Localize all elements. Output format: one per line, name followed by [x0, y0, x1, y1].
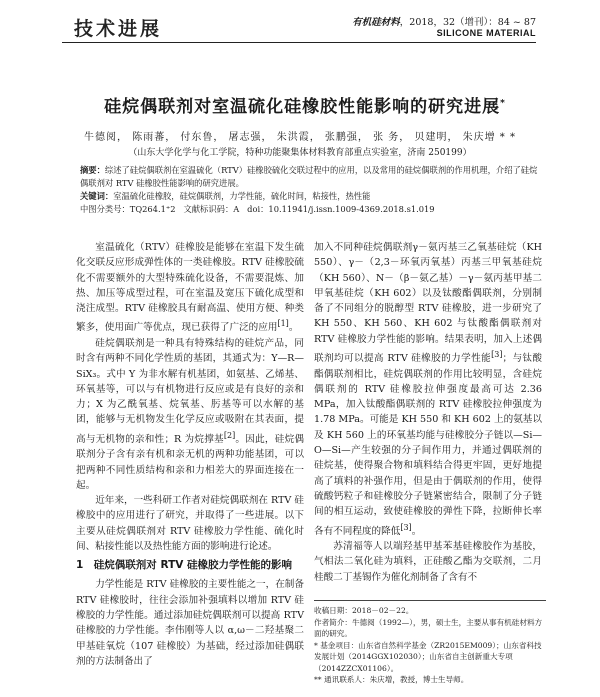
journal-english-name: SILICONE MATERIAL — [436, 28, 536, 38]
intro-text-2b: 。因此，硅烷偶联剂分子含有亲有机和亲无机的两种功能基团，可以把两种不同性质结构和亲和力相差大的界面连接在一起。 — [76, 433, 304, 491]
reference-4[interactable]: [3] — [400, 522, 412, 532]
title-text: 硅烷偶联剂对室温硫化硅橡胶性能影响的研究进展 — [104, 97, 501, 117]
footnotes — [314, 600, 546, 686]
article-title — [60, 92, 550, 117]
cont-text-1: 加入不同种硅烷偶联剂γ－氨丙基三乙氧基硅烷（KH 550）、γ－（2,3－环氧丙氧基）丙基三甲氧基硅烷（KH 560）、N－（β－氨乙基）－γ－氨丙基甲基二甲氧基硅烷（KH 602）以及钛酸酯偶联剂，分别制备了不同组分的脱醇型 RTV 硅橡胶，进一步研究了 KH 550、KH 560、KH 602 与钛酸酯偶联剂对 RTV 硅橡胶力学性能的影响。结果表明，加入上述偶联剂均可以提高 RTV 硅橡胶的力学性能 — [314, 242, 542, 365]
classification-line — [80, 203, 540, 216]
page-header — [62, 8, 536, 43]
footnote-received: 收稿日期：2018－02－22。 — [314, 606, 414, 615]
cont-text-1c: 。 — [411, 525, 422, 537]
right-column — [314, 240, 542, 585]
classification-code: 中图分类号：TQ264.1⁺2 — [80, 204, 176, 214]
journal-name: 有机硅材料 — [352, 17, 400, 28]
summary-text: 综述了硅烷偶联剂在室温硫化（RTV）硅橡胶硫化交联过程中的应用，以及常用的硅烷偶联剂的作用机理，介绍了硅烷偶联剂对 RTV 硅橡胶性能影响的研究进展。 — [80, 165, 538, 188]
abstract-keywords — [80, 190, 540, 203]
reference-1[interactable]: [1] — [277, 319, 289, 329]
intro-paragraph-3: 近年来，一些科研工作者对硅烷偶联剂在 RTV 硅橡胶中的应用进行了研究，并取得了一些进展。以下主要从硅烷偶联剂对 RTV 硅橡胶力学性能、硫化时间、粘接性能以及热性能方面的影响进行论述。 — [76, 495, 304, 553]
footnote-author: 作者简介：牛德阅（1992—），男，硕士生，主要从事有机硅材料方面的研究。 — [314, 617, 543, 638]
reference-2[interactable]: [2] — [223, 430, 236, 440]
intro-paragraph-1: 室温硫化（RTV）硅橡胶是能够在室温下发生硫化交联反应形成弹性体的一类硅橡胶。RTV 硅橡胶硫化不需要额外的大型特殊硫化设备，不需要混炼、加热、加压等成型过程，可在室温及宽压下硫化成型和浇注成型。RTV 硅橡胶具有耐高温、使用方便、种类繁多，使用面广等优点，现已获得了广泛的应用[1]。 — [76, 242, 304, 334]
journal-citation — [352, 14, 536, 28]
keywords-text: 室温硫化硅橡胶，硅烷偶联剂，力学性能，硫化时间，粘接性，热性能 — [113, 191, 371, 201]
cont-text-1b: ；与钛酸酯偶联剂相比，硅烷偶联剂的作用比较明显，含硅烷偶联剂的 RTV 硅橡胶拉伸强度最高可达 2.36 MPa，加入钛酸酯偶联剂的 RTV 硅橡胶拉伸强度为 1.78 MPa。可能是 KH 550 和 KH 602 上的氨基以及 KH 560 上的环氧基均能与硅橡胶分子链以—Si—O—Si—产生较强的分子间作用力，并通过偶联剂的硅烷基，使得聚合物和填料结合得更牢固，更好地提高了填料的补强作用，但是由于偶联剂的作用，使得硫酸钙粒子和硅橡胶分子链紧密结合，限制了分子链间的相互运动，致使硅橡胶的弹性下降，拉断伸长率各有不同程度的降低 — [314, 353, 543, 537]
footnote-fund: * 基金项目：山东省自然科学基金（ZR2015EM009）；山东省科技发展计划（2014GGX102030）；山东省自主创新重大专项（2014ZZCX01106）。 — [314, 640, 542, 673]
affiliation: （山东大学化学与化工学院，特种功能聚集体材料教育部重点实验室，济南 250199） — [128, 148, 472, 158]
abstract-block — [80, 164, 540, 216]
section-1-heading: 1 硅烷偶联剂对 RTV 硅橡胶力学性能的影响 — [76, 559, 293, 572]
section-1-paragraph-2: 苏清福等人以端羟基甲基苯基硅橡胶作为基胶，气相法二氧化硅为填料，正硅酸乙酯为交联剂，二月桂酸二丁基锡作为催化剂制备了含有不 — [314, 541, 542, 583]
section-tag: 技术进展 — [74, 18, 163, 40]
title-footnote-mark: * — [500, 98, 506, 109]
footnote-corresponding: ** 通讯联系人：朱庆增，教授，博士生导师。 — [314, 675, 469, 684]
summary-label: 摘要： — [80, 165, 105, 175]
reference-3[interactable]: [3] — [491, 350, 503, 360]
doi-text: doi：10.11941/j.issn.1009-4369.2018.s1.019 — [247, 204, 435, 214]
section-1-paragraph-1: 力学性能是 RTV 硅橡胶的主要性能之一，在制备 RTV 硅橡胶时，往往会添加补强填料以增加 RTV 硅橡胶的力学性能。通过添加硅烷偶联剂可以提高 RTV 硅橡胶的力学性能。李伟刚等人以 α,ω－二羟基聚二甲基硅氧烷（107 硅橡胶）为基础，经过添加硅偶联剂的方法制备出了 — [76, 579, 304, 667]
section-1-paragraph-1-cont — [314, 240, 542, 539]
author-list: 牛德阅， 陈雨蕃， 付东鲁， 屠志强， 朱洪霞， 张鹏强， 张 务， 贝建明， 朱庆增 * * — [84, 132, 516, 143]
intro-paragraph-2 — [76, 336, 304, 493]
intro-text-2: 硅烷偶联剂是一种具有特殊结构的硅烷产品，同时含有两种不同化学性质的基团，其通式为：Y—R—SiX₃。式中 Y 为非水解有机基团，如氨基、乙烯基、环氧基等，可以与有机物进行反应或是有良好的亲和力；X 为乙酰氧基、烷氧基、肟基等可以水解的基团，能够与无机物发生化学反应或吸附在其表面，提高与无机物的亲和性；R 为烷撑基 — [76, 337, 304, 445]
journal-issue-info: ，2018，32（增刊）：84 ~ 87 — [399, 17, 536, 28]
left-column — [76, 240, 304, 669]
abstract-summary — [80, 164, 540, 190]
intro-text-1: 室温硫化（RTV）硅橡胶是能够在室温下发生硫化交联反应形成弹性体的一类硅橡胶。RTV 硅橡胶硫化不需要额外的大型特殊硫化设备，不需要混炼、加热、加压等成型过程，可在室温及宽压下硫化成型和浇注成型。RTV 硅橡胶具有耐高温、使用方便、种类繁多，使用面广等优点，现已获得了广泛的应用 — [76, 242, 304, 334]
keywords-label: 关键词： — [80, 191, 114, 201]
document-code: 文献标识码：A — [183, 204, 240, 214]
